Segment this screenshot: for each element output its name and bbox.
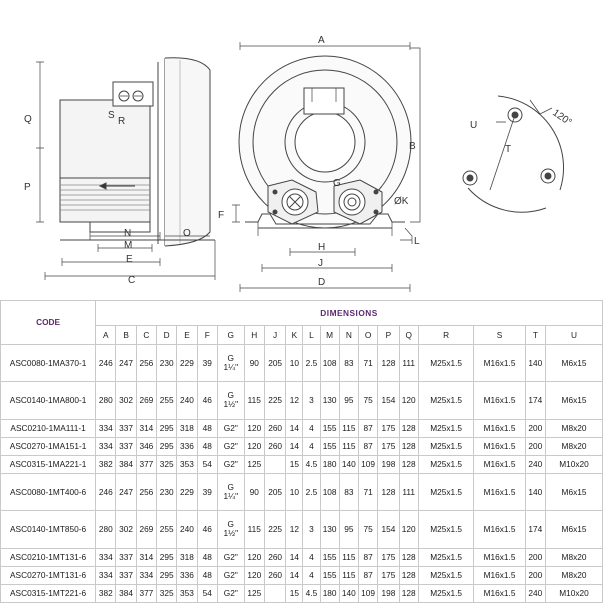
column-header: B <box>116 326 136 345</box>
table-row <box>1 548 603 566</box>
table-cell: M16x1.5 <box>474 473 525 510</box>
table-cell: 205 <box>264 345 285 382</box>
table-cell: 14 <box>286 566 303 584</box>
table-cell: 155 <box>320 419 339 437</box>
table-cell: 120 <box>399 511 418 548</box>
table-cell: 337 <box>116 566 136 584</box>
table-cell: 125 <box>244 584 264 602</box>
table-cell: M16x1.5 <box>474 437 525 455</box>
table-cell: 95 <box>339 511 358 548</box>
table-cell: 302 <box>116 511 136 548</box>
table-cell: M16x1.5 <box>474 548 525 566</box>
table-cell: 229 <box>177 473 197 510</box>
dimensions-header: DIMENSIONS <box>96 301 603 326</box>
model-code: ASC0080-1MT400-6 <box>1 473 96 510</box>
table-cell: 140 <box>525 473 545 510</box>
table-cell: 175 <box>378 419 399 437</box>
table-cell: M16x1.5 <box>474 419 525 437</box>
label-a: A <box>318 35 325 46</box>
table-cell: 230 <box>157 345 177 382</box>
table-cell: 87 <box>358 548 377 566</box>
table-cell: 269 <box>136 382 156 419</box>
table-cell: 75 <box>358 382 377 419</box>
table-cell: 54 <box>197 455 217 473</box>
table-cell <box>264 455 285 473</box>
table-cell: 130 <box>320 511 339 548</box>
table-cell: 180 <box>320 584 339 602</box>
column-header: N <box>339 326 358 345</box>
table-cell: 325 <box>157 584 177 602</box>
table-cell: 174 <box>525 382 545 419</box>
table-cell: M16x1.5 <box>474 382 525 419</box>
table-cell: 314 <box>136 419 156 437</box>
table-cell <box>217 511 244 548</box>
table-row <box>1 473 603 510</box>
table-cell: 230 <box>157 473 177 510</box>
table-cell: 269 <box>136 511 156 548</box>
table-cell: 256 <box>136 473 156 510</box>
table-cell: 115 <box>339 566 358 584</box>
table-cell: 240 <box>177 382 197 419</box>
table-cell: G2" <box>217 419 244 437</box>
table-cell: M25x1.5 <box>418 511 474 548</box>
table-cell: 140 <box>339 584 358 602</box>
label-g: G <box>333 178 341 189</box>
table-cell: 302 <box>116 382 136 419</box>
table-body <box>1 345 603 603</box>
table-row <box>1 584 603 602</box>
table-cell: 87 <box>358 566 377 584</box>
table-cell: 353 <box>177 584 197 602</box>
label-n: N <box>124 228 132 239</box>
table-cell: 125 <box>244 455 264 473</box>
table-cell: 95 <box>339 382 358 419</box>
table-cell: 318 <box>177 548 197 566</box>
label-q: Q <box>24 114 32 125</box>
label-j: J <box>318 258 323 269</box>
label-p: P <box>24 182 31 193</box>
model-code: ASC0140-1MT850-6 <box>1 511 96 548</box>
table-cell: 247 <box>116 345 136 382</box>
column-header: M <box>320 326 339 345</box>
table-cell: M16x1.5 <box>474 566 525 584</box>
table-cell: 295 <box>157 419 177 437</box>
table-cell: 334 <box>96 437 116 455</box>
table-cell: M25x1.5 <box>418 473 474 510</box>
column-header: A <box>96 326 116 345</box>
table-cell: 120 <box>244 566 264 584</box>
table-cell: 75 <box>358 511 377 548</box>
table-cell: 4.5 <box>303 455 320 473</box>
table-cell: 200 <box>525 566 545 584</box>
table-row <box>1 419 603 437</box>
table-cell: M16x1.5 <box>474 455 525 473</box>
table-cell: 384 <box>116 455 136 473</box>
table-cell-line: G <box>227 390 235 401</box>
table-cell: 334 <box>96 566 116 584</box>
table-cell: 377 <box>136 455 156 473</box>
table-cell: 260 <box>264 419 285 437</box>
table-cell: 2.5 <box>303 345 320 382</box>
table-cell: 71 <box>358 345 377 382</box>
dimensions-table <box>0 300 603 603</box>
table-cell: M6x15 <box>546 382 603 419</box>
table-cell: 246 <box>96 473 116 510</box>
label-r: R <box>118 116 126 127</box>
table-cell: 260 <box>264 566 285 584</box>
table-row <box>1 382 603 419</box>
table-cell: 46 <box>197 382 217 419</box>
table-cell: 128 <box>399 566 418 584</box>
label-e: E <box>126 254 133 265</box>
table-cell: 140 <box>525 345 545 382</box>
table-cell: 3 <box>303 511 320 548</box>
table-cell: 128 <box>399 548 418 566</box>
table-cell: 314 <box>136 548 156 566</box>
table-cell: M10x20 <box>546 455 603 473</box>
table-cell: 71 <box>358 473 377 510</box>
table-cell <box>217 345 244 382</box>
column-header: K <box>286 326 303 345</box>
table-cell: 200 <box>525 419 545 437</box>
table-cell: 130 <box>320 382 339 419</box>
table-cell: 109 <box>358 455 377 473</box>
label-h: H <box>318 242 326 253</box>
table-cell: G2" <box>217 437 244 455</box>
table-cell: M25x1.5 <box>418 437 474 455</box>
table-cell: 4 <box>303 437 320 455</box>
table-row <box>1 511 603 548</box>
table-cell <box>264 584 285 602</box>
model-code: ASC0210-1MA111-1 <box>1 419 96 437</box>
table-cell: 3 <box>303 382 320 419</box>
table-cell: 175 <box>378 548 399 566</box>
table-cell: 346 <box>136 437 156 455</box>
table-cell: 295 <box>157 566 177 584</box>
table-cell: 295 <box>157 548 177 566</box>
table-row <box>1 455 603 473</box>
table-cell: 255 <box>157 511 177 548</box>
table-cell: M25x1.5 <box>418 548 474 566</box>
table-cell: M25x1.5 <box>418 455 474 473</box>
table-cell: 115 <box>244 382 264 419</box>
front-view <box>232 42 420 292</box>
table-cell: 14 <box>286 437 303 455</box>
model-code: ASC0210-1MT131-6 <box>1 548 96 566</box>
dimensions-table-container <box>0 300 603 603</box>
table-cell-line: G <box>227 519 235 530</box>
table-cell-line: 1½" <box>223 399 239 410</box>
table-cell: 128 <box>399 455 418 473</box>
table-cell: 120 <box>244 437 264 455</box>
model-code: ASC0080-1MA370-1 <box>1 345 96 382</box>
table-cell: 4 <box>303 548 320 566</box>
table-cell: 180 <box>320 455 339 473</box>
table-cell: G2" <box>217 584 244 602</box>
table-cell: 15 <box>286 584 303 602</box>
table-cell: 337 <box>116 548 136 566</box>
table-cell: 382 <box>96 455 116 473</box>
table-cell: 2.5 <box>303 473 320 510</box>
table-cell: 240 <box>177 511 197 548</box>
table-cell: 4.5 <box>303 584 320 602</box>
table-cell: 109 <box>358 584 377 602</box>
table-cell: M16x1.5 <box>474 584 525 602</box>
table-cell: 108 <box>320 345 339 382</box>
table-cell: 175 <box>378 437 399 455</box>
table-cell: M25x1.5 <box>418 382 474 419</box>
table-cell: 318 <box>177 419 197 437</box>
table-cell: 83 <box>339 473 358 510</box>
table-cell: 247 <box>116 473 136 510</box>
table-cell: 325 <box>157 455 177 473</box>
table-cell: 175 <box>378 566 399 584</box>
table-cell: M6x15 <box>546 511 603 548</box>
flange-detail <box>463 96 564 212</box>
table-cell: M6x15 <box>546 473 603 510</box>
table-cell: 128 <box>399 584 418 602</box>
table-cell: M25x1.5 <box>418 566 474 584</box>
table-cell: 120 <box>244 419 264 437</box>
table-cell: 115 <box>244 511 264 548</box>
label-c: C <box>128 275 136 286</box>
table-cell: 295 <box>157 437 177 455</box>
table-cell: 10 <box>286 473 303 510</box>
table-cell: G2" <box>217 566 244 584</box>
column-header: D <box>157 326 177 345</box>
table-cell-line: G <box>227 353 235 364</box>
table-cell: 115 <box>339 437 358 455</box>
table-cell: 14 <box>286 419 303 437</box>
table-cell: 225 <box>264 511 285 548</box>
table-cell: 48 <box>197 566 217 584</box>
table-cell: 128 <box>399 437 418 455</box>
table-cell: 10 <box>286 345 303 382</box>
column-header: J <box>264 326 285 345</box>
table-cell <box>217 473 244 510</box>
table-cell-line: 1¼" <box>223 362 239 373</box>
table-cell: 377 <box>136 584 156 602</box>
column-header: Q <box>399 326 418 345</box>
table-cell: 128 <box>378 473 399 510</box>
model-code: ASC0270-1MT131-6 <box>1 566 96 584</box>
table-cell-line: 1¼" <box>223 491 239 502</box>
table-cell: 155 <box>320 566 339 584</box>
table-cell: 260 <box>264 548 285 566</box>
table-cell-line: G <box>227 482 235 493</box>
table-cell: M25x1.5 <box>418 345 474 382</box>
table-cell: 120 <box>244 548 264 566</box>
table-cell: 111 <box>399 345 418 382</box>
table-cell: 115 <box>339 419 358 437</box>
table-cell <box>217 382 244 419</box>
label-120: 120° <box>550 107 574 129</box>
table-cell: 337 <box>116 437 136 455</box>
table-row <box>1 566 603 584</box>
label-l: L <box>414 236 420 247</box>
table-cell: 4 <box>303 566 320 584</box>
table-cell: 334 <box>136 566 156 584</box>
label-s: S <box>108 110 115 121</box>
table-cell: 87 <box>358 437 377 455</box>
table-cell: 15 <box>286 455 303 473</box>
table-cell: 140 <box>339 455 358 473</box>
table-cell: 382 <box>96 584 116 602</box>
technical-drawing <box>0 0 603 300</box>
column-header: R <box>418 326 474 345</box>
table-cell: 12 <box>286 382 303 419</box>
table-cell: G2" <box>217 455 244 473</box>
table-cell: 155 <box>320 437 339 455</box>
table-cell: 39 <box>197 473 217 510</box>
model-code: ASC0270-1MA151-1 <box>1 437 96 455</box>
column-header: O <box>358 326 377 345</box>
table-cell: 111 <box>399 473 418 510</box>
label-m: M <box>124 240 133 251</box>
table-cell: 255 <box>157 382 177 419</box>
table-cell: 46 <box>197 511 217 548</box>
model-code: ASC0140-1MA800-1 <box>1 382 96 419</box>
table-cell: 174 <box>525 511 545 548</box>
table-cell: 120 <box>399 382 418 419</box>
table-cell: 87 <box>358 419 377 437</box>
table-cell-line: 1½" <box>223 528 239 539</box>
column-header: F <box>197 326 217 345</box>
table-cell: 54 <box>197 584 217 602</box>
model-code: ASC0315-1MT221-6 <box>1 584 96 602</box>
table-cell: 225 <box>264 382 285 419</box>
table-cell: M8x20 <box>546 437 603 455</box>
table-cell: 39 <box>197 345 217 382</box>
table-cell: M25x1.5 <box>418 584 474 602</box>
table-cell: 48 <box>197 419 217 437</box>
code-header: CODE <box>1 301 96 345</box>
table-cell: 280 <box>96 511 116 548</box>
table-cell: M10x20 <box>546 584 603 602</box>
column-header: C <box>136 326 156 345</box>
column-header: U <box>546 326 603 345</box>
table-cell: 246 <box>96 345 116 382</box>
table-cell: 336 <box>177 566 197 584</box>
table-cell: G2" <box>217 548 244 566</box>
table-cell: 48 <box>197 548 217 566</box>
table-cell: 334 <box>96 419 116 437</box>
table-cell: M8x20 <box>546 548 603 566</box>
table-cell: 128 <box>399 419 418 437</box>
table-cell: 14 <box>286 548 303 566</box>
model-code: ASC0315-1MA221-1 <box>1 455 96 473</box>
table-cell: 198 <box>378 584 399 602</box>
table-cell: 205 <box>264 473 285 510</box>
column-header: T <box>525 326 545 345</box>
label-b: B <box>409 141 416 152</box>
table-cell: 200 <box>525 548 545 566</box>
table-cell: 229 <box>177 345 197 382</box>
table-cell: M8x20 <box>546 419 603 437</box>
column-header: G <box>217 326 244 345</box>
table-cell: 154 <box>378 511 399 548</box>
column-header: E <box>177 326 197 345</box>
table-cell: 12 <box>286 511 303 548</box>
table-cell: 200 <box>525 437 545 455</box>
label-f: F <box>218 210 225 221</box>
table-cell: 83 <box>339 345 358 382</box>
table-cell: 337 <box>116 419 136 437</box>
table-cell: 155 <box>320 548 339 566</box>
table-row <box>1 437 603 455</box>
label-u: U <box>470 120 478 131</box>
column-header: H <box>244 326 264 345</box>
table-row <box>1 345 603 382</box>
table-cell: 240 <box>525 584 545 602</box>
table-cell: 336 <box>177 437 197 455</box>
table-cell: 260 <box>264 437 285 455</box>
table-cell: 90 <box>244 473 264 510</box>
table-cell: 90 <box>244 345 264 382</box>
table-cell: 48 <box>197 437 217 455</box>
label-k: ØK <box>394 196 409 207</box>
label-t: T <box>505 144 512 155</box>
table-cell: M25x1.5 <box>418 419 474 437</box>
table-cell: 384 <box>116 584 136 602</box>
column-header: S <box>474 326 525 345</box>
table-cell: 280 <box>96 382 116 419</box>
table-cell: 198 <box>378 455 399 473</box>
table-cell: 108 <box>320 473 339 510</box>
column-header: P <box>378 326 399 345</box>
label-o: O <box>183 228 191 239</box>
table-cell: 334 <box>96 548 116 566</box>
column-header: L <box>303 326 320 345</box>
table-cell: 115 <box>339 548 358 566</box>
table-cell: 4 <box>303 419 320 437</box>
table-cell: M16x1.5 <box>474 511 525 548</box>
table-cell: 128 <box>378 345 399 382</box>
label-d: D <box>318 277 326 288</box>
table-cell: 256 <box>136 345 156 382</box>
table-cell: 154 <box>378 382 399 419</box>
table-cell: 353 <box>177 455 197 473</box>
table-cell: M16x1.5 <box>474 345 525 382</box>
table-cell: M6x15 <box>546 345 603 382</box>
table-cell: 240 <box>525 455 545 473</box>
table-cell: M8x20 <box>546 566 603 584</box>
